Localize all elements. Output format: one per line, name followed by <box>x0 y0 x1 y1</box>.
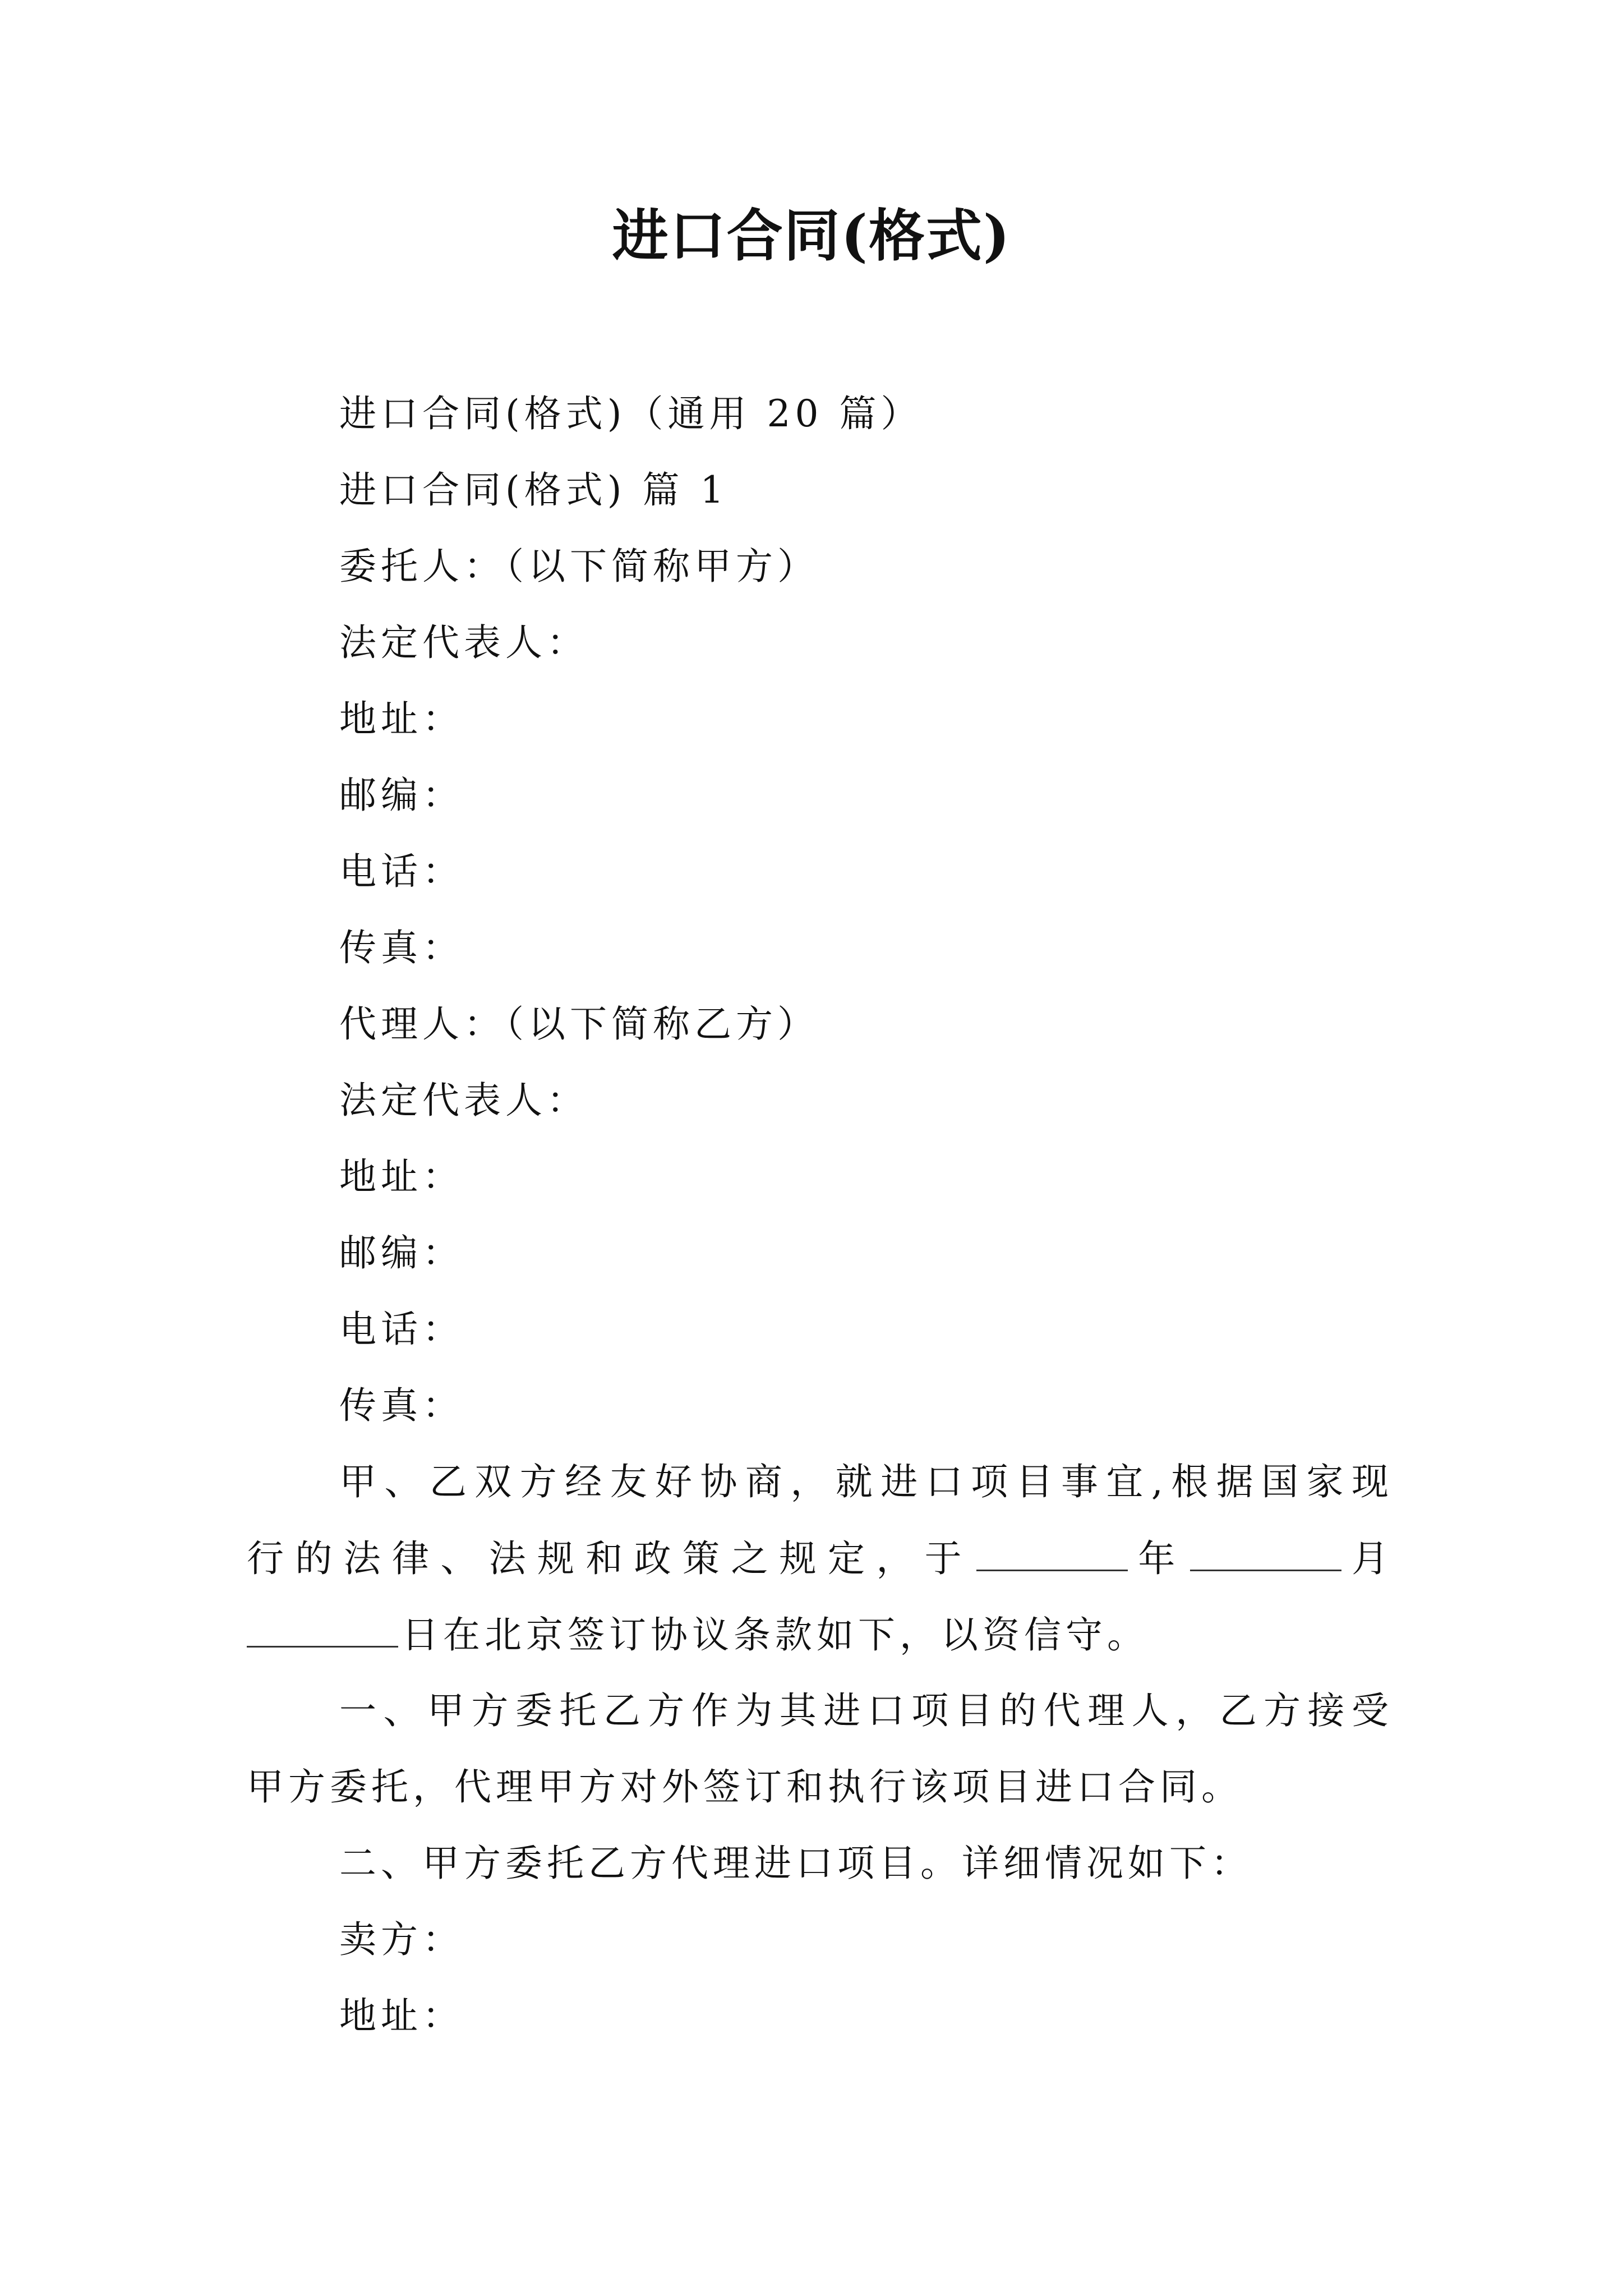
party-b-phone: 电话： <box>339 1308 464 1351</box>
party-a-phone: 电话： <box>339 850 464 893</box>
year-label: 年 <box>1131 1537 1187 1580</box>
party-b-legal-rep: 法定代表人： <box>339 1079 588 1122</box>
clause-1-line-2: 甲方委托，代理甲方对外签订和执行该项目进口合同。 <box>247 1765 1243 1809</box>
clause-1-line-1: 一、甲方委托乙方作为其进口项目的代理人，乙方接受 <box>339 1689 1393 1732</box>
document-subtitle: 进口合同(格式)（通用 20 篇） <box>339 392 923 435</box>
clause-2-seller: 卖方： <box>339 1918 464 1961</box>
intro-line-2-text: 行的法律、法规和政策之规定，于 <box>247 1537 973 1580</box>
party-a-header: 委托人：（以下简称甲方） <box>339 545 819 588</box>
document-title: 进口合同(格式) <box>612 203 1011 269</box>
party-b-fax: 传真： <box>339 1384 464 1427</box>
clause-2-address: 地址： <box>339 1994 464 2037</box>
party-a-address: 地址： <box>339 697 464 740</box>
intro-line-3 <box>247 1607 1149 1663</box>
intro-line-1: 甲、乙双方经友好协商，就进口项目事宜,根据国家现 <box>339 1460 1393 1503</box>
party-b-header: 代理人：（以下简称乙方） <box>339 1002 819 1046</box>
section-heading: 进口合同(格式) 篇 1 <box>339 468 728 512</box>
party-b-address: 地址： <box>339 1155 464 1198</box>
clause-2-line-1: 二、甲方委托乙方代理进口项目。详细情况如下： <box>339 1842 1252 1885</box>
party-a-fax: 传真： <box>339 926 464 969</box>
day-blank <box>247 1607 398 1648</box>
party-b-postcode: 邮编： <box>339 1231 464 1274</box>
party-a-legal-rep: 法定代表人： <box>339 621 588 664</box>
month-blank <box>1190 1530 1341 1571</box>
year-blank <box>976 1530 1128 1571</box>
intro-line-2 <box>247 1530 1393 1587</box>
party-a-postcode: 邮编： <box>339 774 464 817</box>
intro-line-3-text: 日在北京签订协议条款如下，以资信守。 <box>402 1613 1149 1657</box>
month-label: 月 <box>1344 1537 1394 1580</box>
